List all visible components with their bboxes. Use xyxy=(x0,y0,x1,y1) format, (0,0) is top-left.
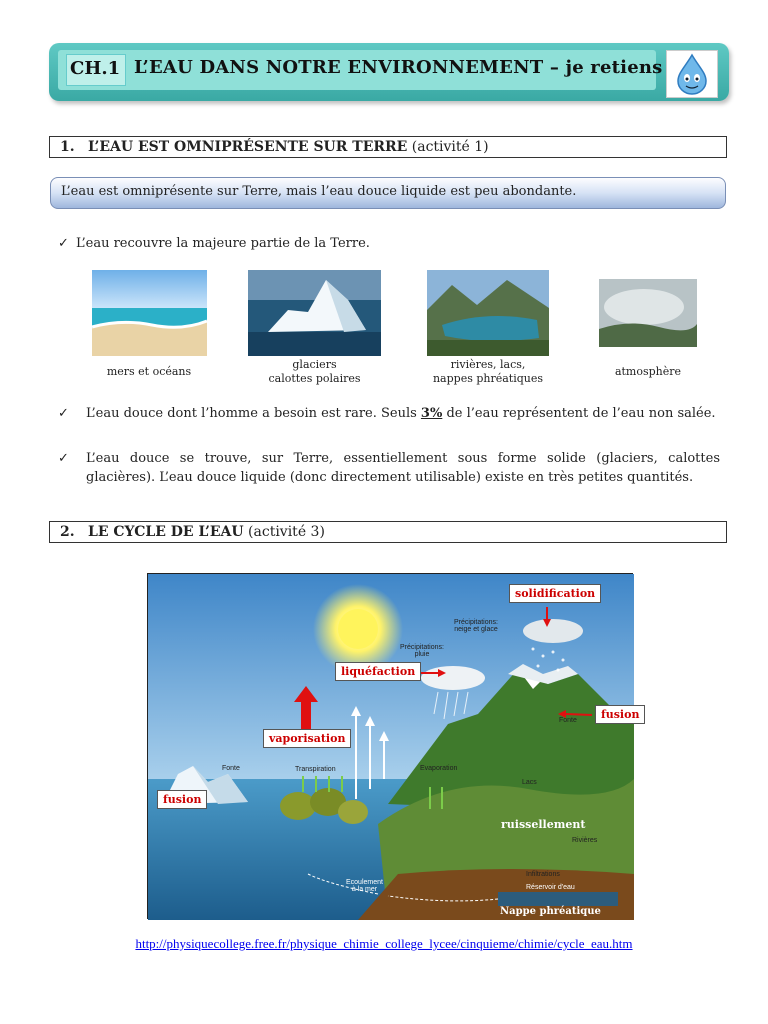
bullet-1-text: L’eau recouvre la majeure partie de la Terre. xyxy=(76,236,370,251)
label-precip-pluie xyxy=(400,644,444,658)
label-reservoir: Réservoir d'eau xyxy=(526,884,575,891)
caption-glacier-l2: calottes polaires xyxy=(268,372,361,385)
section1-header xyxy=(49,136,727,158)
label-ecoulement xyxy=(346,879,383,893)
section1-number: 1. xyxy=(60,139,75,155)
bullet-3 xyxy=(58,449,720,487)
label-rivieres: Rivières xyxy=(572,837,598,844)
label-precip-pluie-1: Précipitations: xyxy=(400,644,444,651)
page-title xyxy=(134,57,662,78)
caption-lake xyxy=(420,358,556,386)
label-fusion-left: fusion xyxy=(157,790,207,809)
bullet-2-percent: 3% xyxy=(420,406,443,421)
section2-number: 2. xyxy=(60,524,75,540)
label-precip-pluie-2: pluie xyxy=(414,651,430,658)
section1-activity: (activité 1) xyxy=(411,139,489,155)
caption-atmosphere: atmosphère xyxy=(614,365,682,378)
label-precip-neige-2: neige et glace xyxy=(454,626,498,633)
label-transpiration: Transpiration xyxy=(295,766,336,773)
label-fusion-right: fusion xyxy=(595,705,645,724)
label-infiltrations: Infiltrations xyxy=(526,871,560,878)
chapter-number: CH.1 xyxy=(70,58,121,79)
cycle-illustration xyxy=(148,574,634,920)
label-ecoulement-1: Ecoulement xyxy=(346,879,383,886)
label-liquefaction: liquéfaction xyxy=(335,662,421,681)
caption-lake-l2: nappes phréatiques xyxy=(432,372,544,385)
photo-ocean xyxy=(92,270,207,356)
label-evaporation: Evaporation xyxy=(420,765,458,772)
check-icon: ✓ xyxy=(58,451,69,466)
caption-glacier-l1: glaciers xyxy=(292,358,337,371)
label-ecoulement-2: à la mer xyxy=(351,886,378,893)
source-link[interactable]: http://physiquecollege.free.fr/physique_chimie_college_lycee/cinquieme/chimie/cycle_eau.htm xyxy=(135,936,633,951)
check-icon: ✓ xyxy=(58,236,69,251)
caption-glacier xyxy=(248,358,381,386)
bullet-2 xyxy=(58,404,720,423)
label-fonte-left: Fonte xyxy=(222,765,240,772)
label-nappe: Nappe phréatique xyxy=(500,906,601,917)
bullet-2-text-a: L’eau douce dont l’homme a besoin est rare. Seuls xyxy=(86,406,421,421)
title-sub: – je retiens xyxy=(549,57,663,78)
label-lacs: Lacs xyxy=(522,779,537,786)
water-cycle-diagram xyxy=(147,573,640,919)
label-precip-neige xyxy=(454,619,498,633)
bullet-1 xyxy=(58,234,728,253)
label-vaporisation: vaporisation xyxy=(263,729,351,748)
caption-ocean: mers et océans xyxy=(106,365,192,378)
photo-glacier xyxy=(248,270,381,356)
key-statement: L’eau est omniprésente sur Terre, mais l’eau douce liquide est peu abondante. xyxy=(50,177,726,209)
photo-lake xyxy=(427,270,549,356)
caption-lake-l1: rivières, lacs, xyxy=(450,358,526,371)
label-fonte-right: Fonte xyxy=(559,717,577,724)
water-drop-logo xyxy=(666,50,718,98)
label-ruissellement: ruissellement xyxy=(501,818,586,831)
label-solidification: solidification xyxy=(509,584,601,603)
bullet-2-text-c: de l’eau représentent de l’eau non salée. xyxy=(442,406,716,421)
label-precip-neige-1: Précipitations: xyxy=(454,619,498,626)
section1-title: L’EAU EST OMNIPRÉSENTE SUR TERRE xyxy=(87,139,408,155)
section2-header xyxy=(49,521,727,543)
section2-activity: (activité 3) xyxy=(248,524,325,540)
title-main: L’EAU DANS NOTRE ENVIRONNEMENT xyxy=(134,57,544,78)
check-icon: ✓ xyxy=(58,406,69,421)
photo-atmosphere xyxy=(599,279,697,347)
section2-title: LE CYCLE DE L’EAU xyxy=(87,524,244,540)
bullet-3-text: L’eau douce se trouve, sur Terre, essentiellement sous forme solide (glaciers, calottes glacières). L’eau douce liquide (donc directement utilisable) existe en très petites quantités. xyxy=(86,451,720,485)
